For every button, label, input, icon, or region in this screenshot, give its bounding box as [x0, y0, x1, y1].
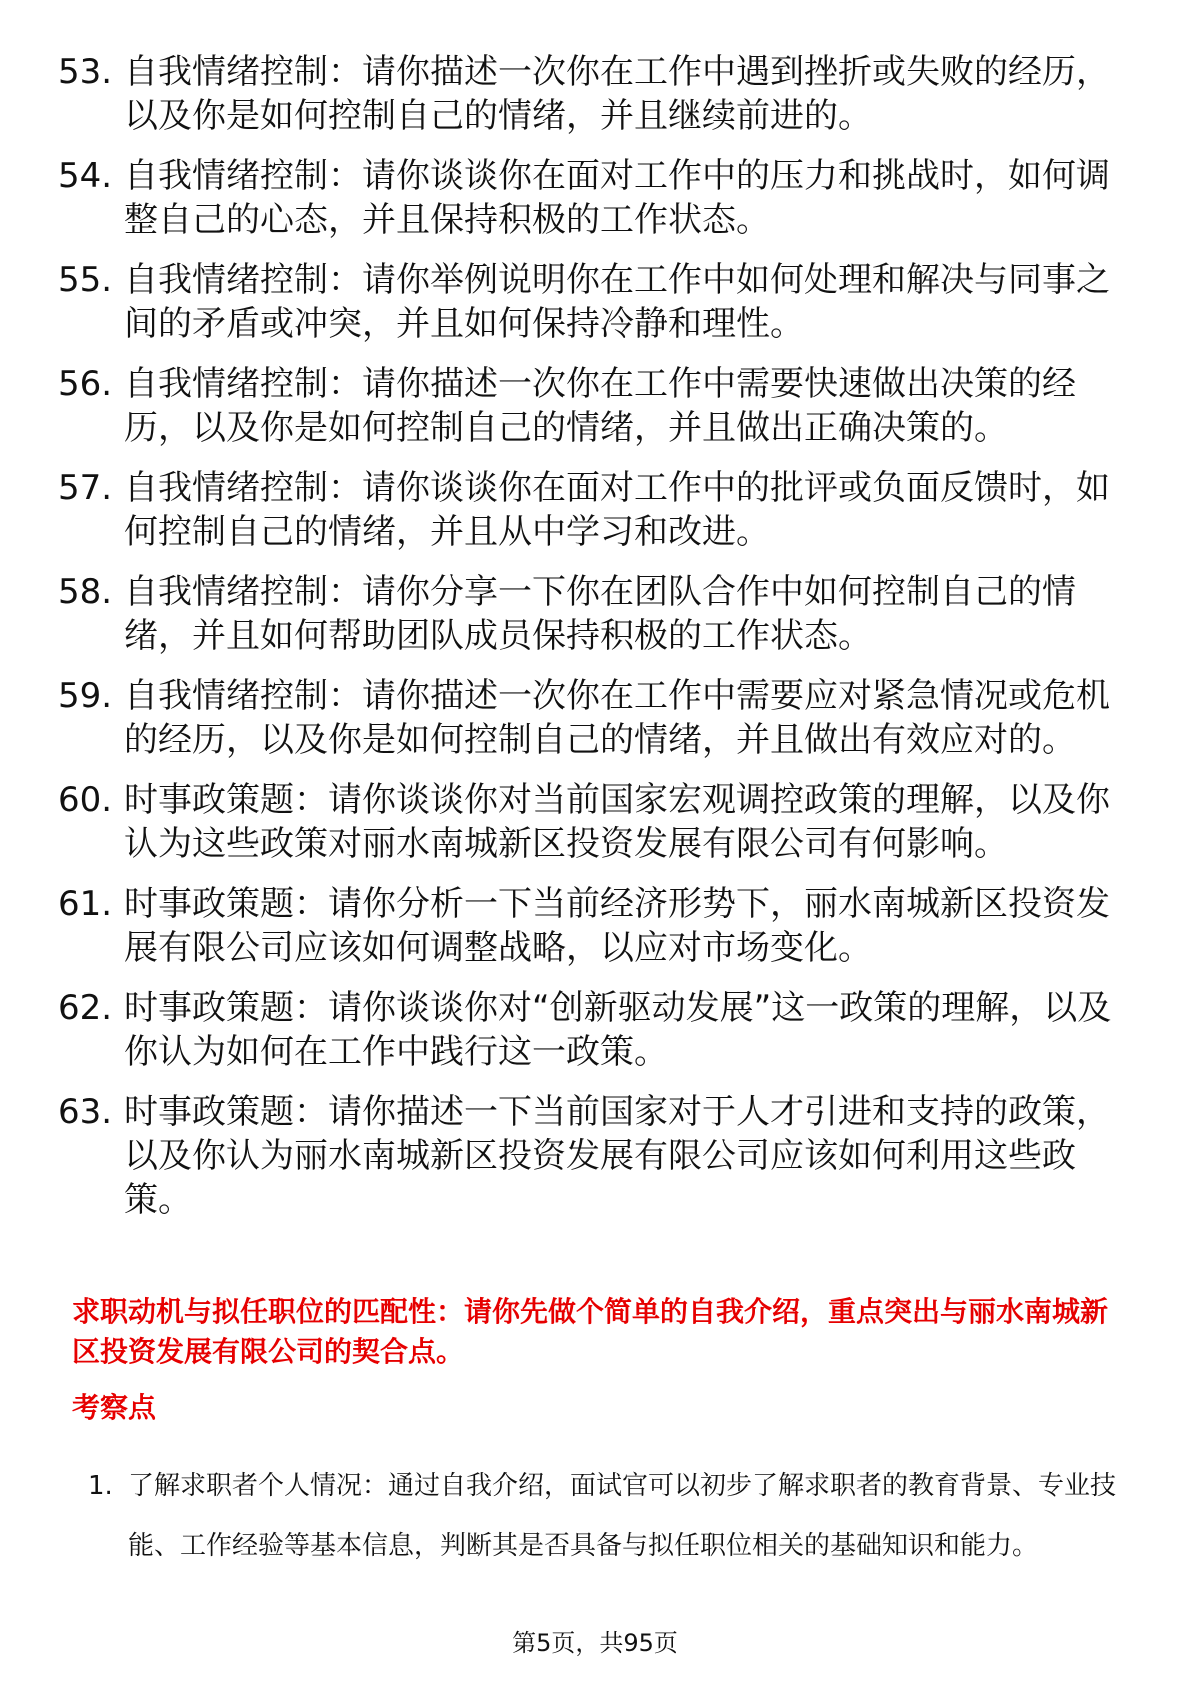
question-text: 自我情绪控制：请你举例说明你在工作中如何处理和解决与同事之间的矛盾或冲突，并且如何保持冷静和理性。: [124, 260, 1110, 344]
question-number: 55.: [58, 260, 113, 300]
question-text: 时事政策题：请你谈谈你对当前国家宏观调控政策的理解，以及你认为这些政策对丽水南城新区投资发展有限公司有何影响。: [124, 780, 1110, 864]
question-number: 63.: [58, 1092, 113, 1132]
section-heading: 求职动机与拟任职位的匹配性：请你先做个简单的自我介绍，重点突出与丽水南城新区投资发展有限公司的契合点。: [72, 1295, 1109, 1368]
question-item: [58, 674, 1118, 762]
question-text: 自我情绪控制：请你描述一次你在工作中遇到挫折或失败的经历，以及你是如何控制自己的情绪，并且继续前进的。: [124, 52, 1110, 136]
question-text: 自我情绪控制：请你描述一次你在工作中需要应对紧急情况或危机的经历，以及你是如何控制自己的情绪，并且做出有效应对的。: [124, 676, 1110, 760]
section-subheading: 考察点: [72, 1391, 157, 1424]
question-number: 62.: [58, 988, 113, 1028]
question-item: [58, 154, 1118, 242]
question-number: 59.: [58, 676, 113, 716]
question-item: [58, 986, 1118, 1074]
question-text: 自我情绪控制：请你分享一下你在团队合作中如何控制自己的情绪，并且如何帮助团队成员保持积极的工作状态。: [124, 572, 1076, 656]
question-text: 自我情绪控制：请你谈谈你在面对工作中的压力和挑战时，如何调整自己的心态，并且保持积极的工作状态。: [124, 156, 1110, 240]
point-text: 了解求职者个人情况：通过自我介绍，面试官可以初步了解求职者的教育背景、专业技能、工作经验等基本信息，判断其是否具备与拟任职位相关的基础知识和能力。: [128, 1471, 1117, 1561]
question-text: 自我情绪控制：请你描述一次你在工作中需要快速做出决策的经历，以及你是如何控制自己的情绪，并且做出正确决策的。: [124, 364, 1076, 448]
question-number: 56.: [58, 364, 113, 404]
question-item: [58, 1090, 1118, 1222]
point-number: 1.: [88, 1471, 113, 1501]
question-list: [58, 50, 1118, 1238]
assessment-point-list: [88, 1456, 1128, 1576]
question-item: [58, 570, 1118, 658]
question-text: 自我情绪控制：请你谈谈你在面对工作中的批评或负面反馈时，如何控制自己的情绪，并且从中学习和改进。: [124, 468, 1110, 552]
question-item: [58, 362, 1118, 450]
question-text: 时事政策题：请你分析一下当前经济形势下，丽水南城新区投资发展有限公司应该如何调整战略，以应对市场变化。: [124, 884, 1110, 968]
question-text: 时事政策题：请你谈谈你对“创新驱动发展”这一政策的理解，以及你认为如何在工作中践行这一政策。: [124, 988, 1112, 1072]
question-item: [58, 778, 1118, 866]
question-item: [58, 50, 1118, 138]
question-number: 58.: [58, 572, 113, 612]
question-number: 61.: [58, 884, 113, 924]
question-number: 53.: [58, 52, 113, 92]
assessment-point-item: [88, 1456, 1128, 1576]
question-number: 54.: [58, 156, 113, 196]
question-text: 时事政策题：请你描述一下当前国家对于人才引进和支持的政策，以及你认为丽水南城新区投资发展有限公司应该如何利用这些政策。: [124, 1092, 1110, 1220]
question-item: [58, 882, 1118, 970]
question-item: [58, 258, 1118, 346]
question-number: 60.: [58, 780, 113, 820]
question-item: [58, 466, 1118, 554]
page-footer: 第5页，共95页: [512, 1629, 678, 1657]
question-number: 57.: [58, 468, 113, 508]
